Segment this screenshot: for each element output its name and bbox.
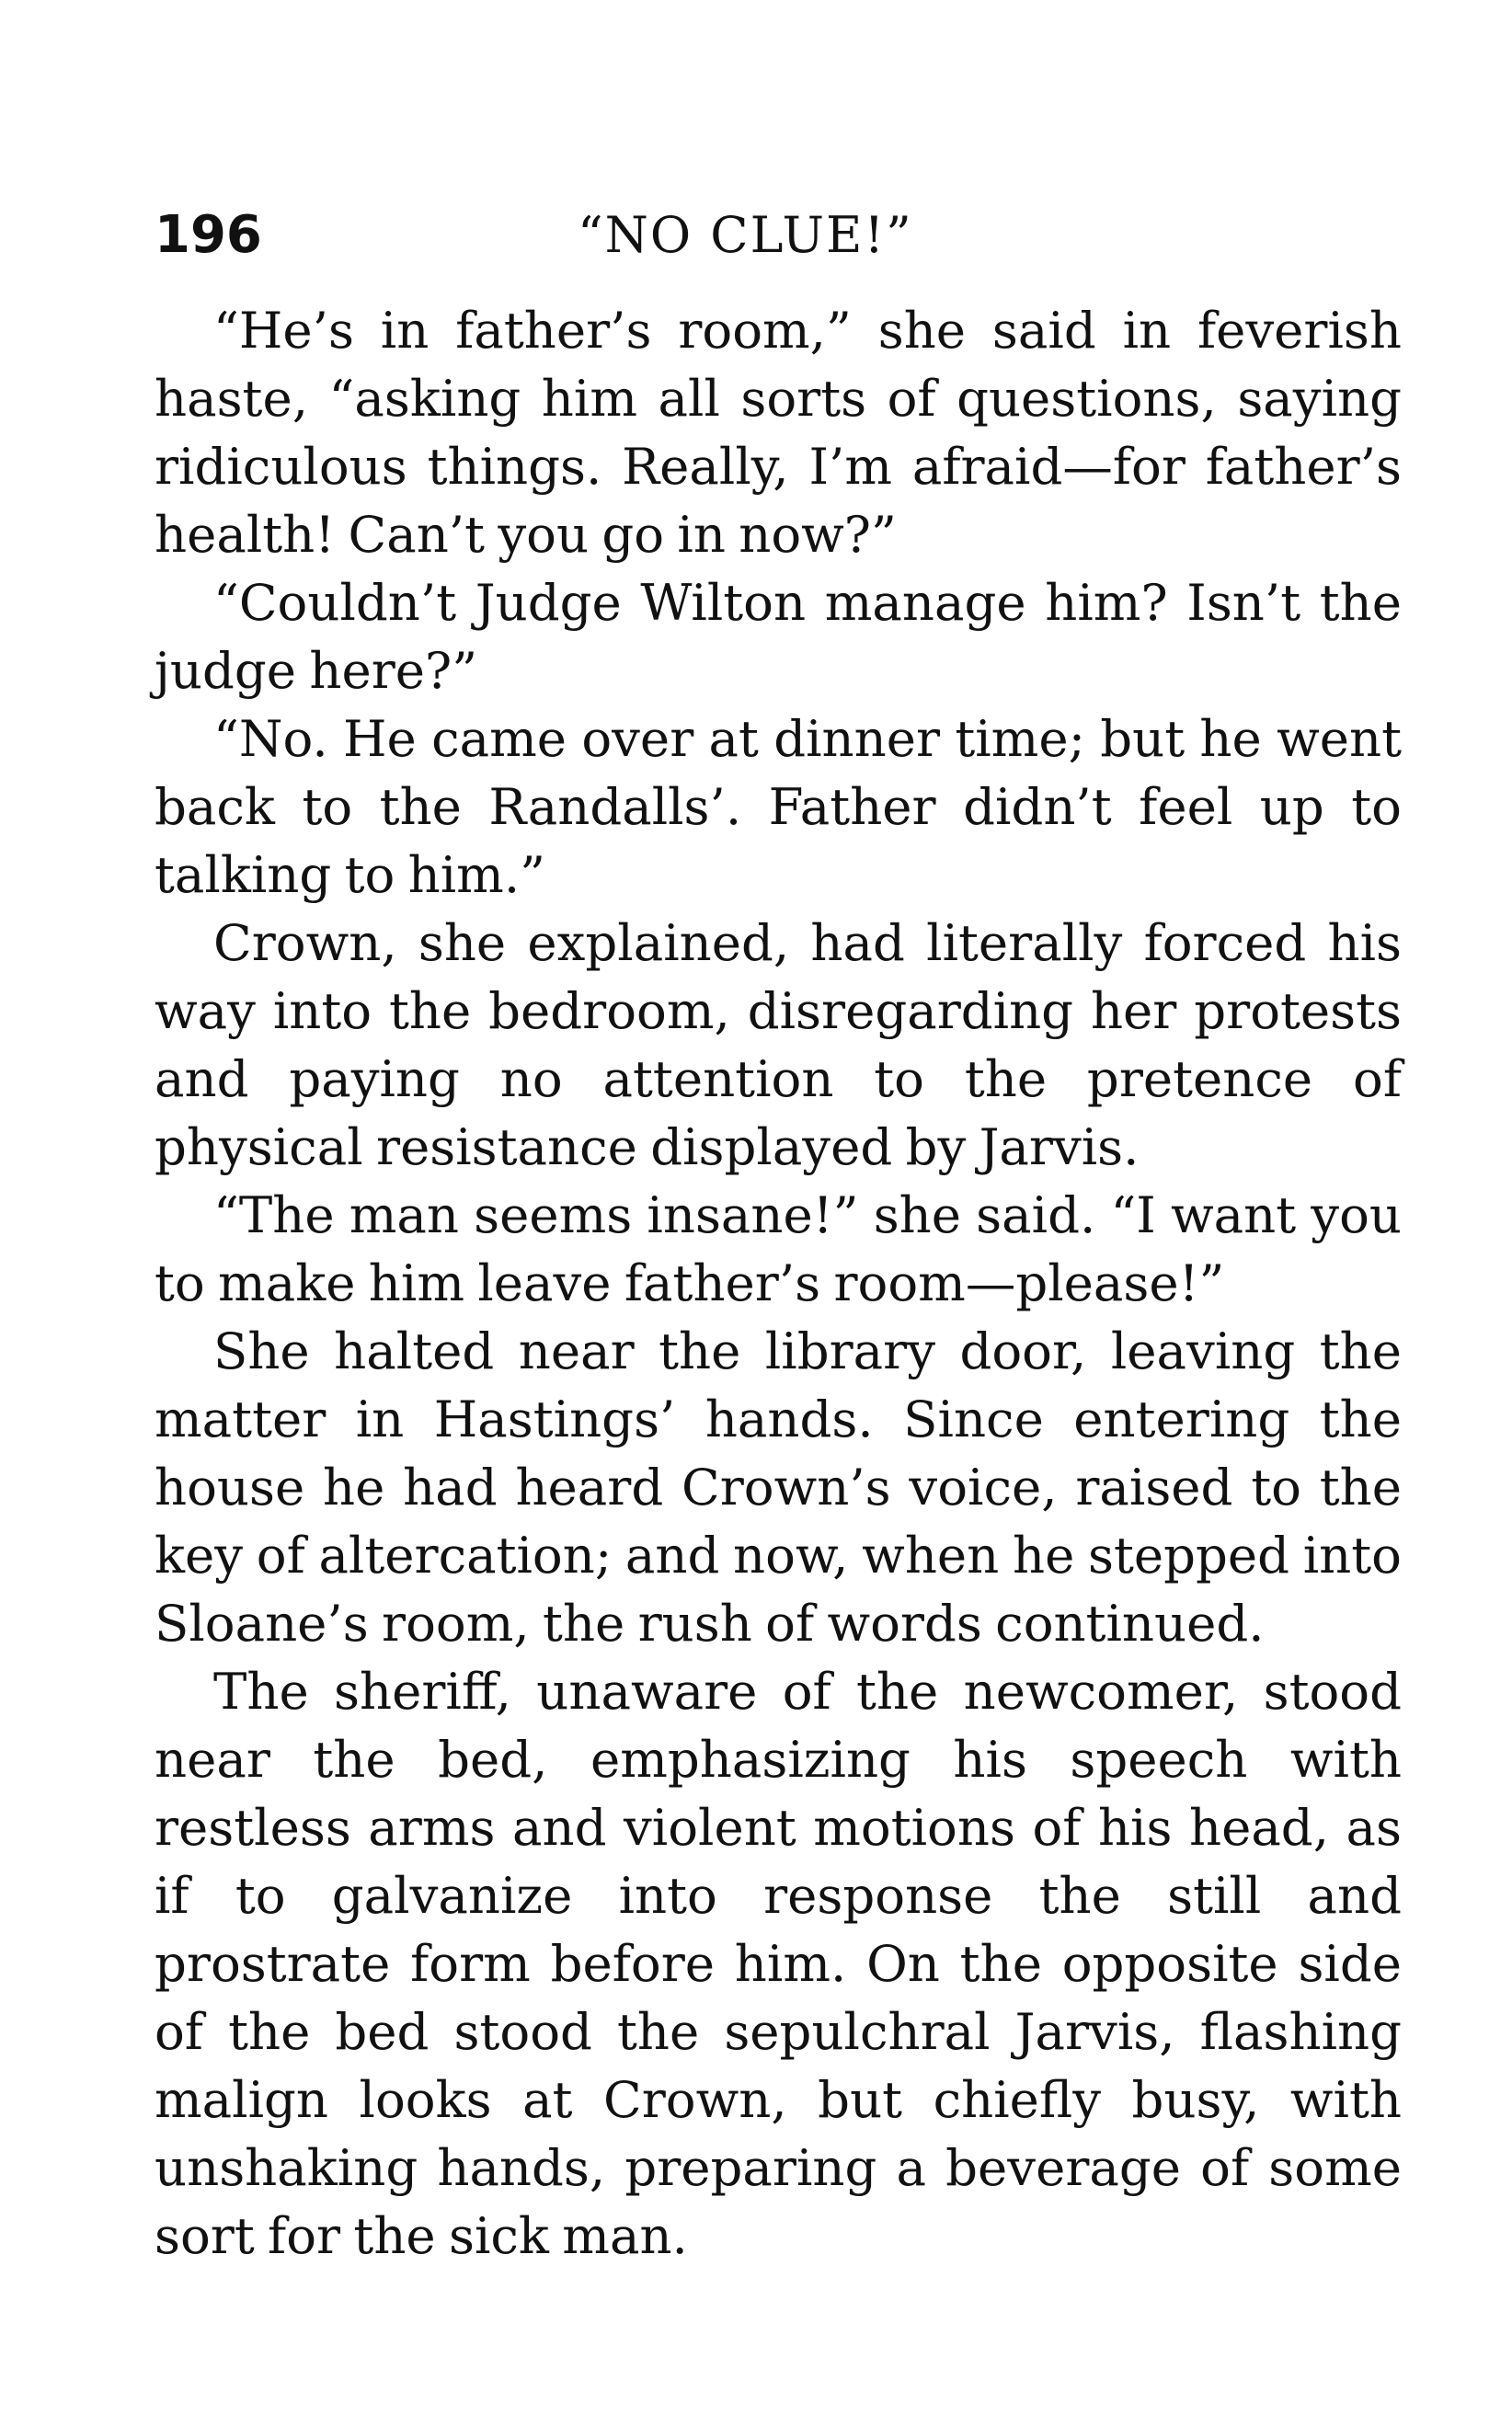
page-number: 196 [155,205,262,265]
page-header [155,199,1402,272]
paragraph: “He’s in father’s room,” she said in feverish haste, “asking him all sorts of questions, saying ridiculous things. Really, I’m afraid—for father’s health! Can’t you go in now?” [155,301,1402,564]
body-text [155,296,1402,2270]
paragraph: She halted near the library door, leaving the matter in Hastings’ hands. Since entering the house he had heard Crown’s voice, raised to the key of altercation; and now, when he stepped into Sloane’s room, the rush of words continued. [155,1322,1402,1653]
running-title: “NO CLUE!” [578,206,913,264]
paragraph: “The man seems insane!” she said. “I want you to make him leave father’s room—please!” [155,1185,1402,1312]
paragraph: The sheriff, unaware of the newcomer, stood near the bed, emphasizing his speech with restless arms and violent motions of his head, as if to galvanize into response the still and prostrate form before him. On the opposite side of the bed stood the sepulchral Jarvis, flashing malign looks at Crown, but chiefly busy, with unshaking hands, preparing a beverage of some sort for the sick man. [155,1662,1402,2265]
paragraph: “Couldn’t Judge Wilton manage him? Isn’t the judge here?” [155,573,1402,700]
paragraph: “No. He came over at dinner time; but he went back to the Randalls’. Father didn’t feel up to talking to him.” [155,709,1402,904]
paragraph: Crown, she explained, had literally forced his way into the bedroom, disregarding her protests and paying no attention to the pretence of physical resistance displayed by Jarvis. [155,913,1402,1176]
